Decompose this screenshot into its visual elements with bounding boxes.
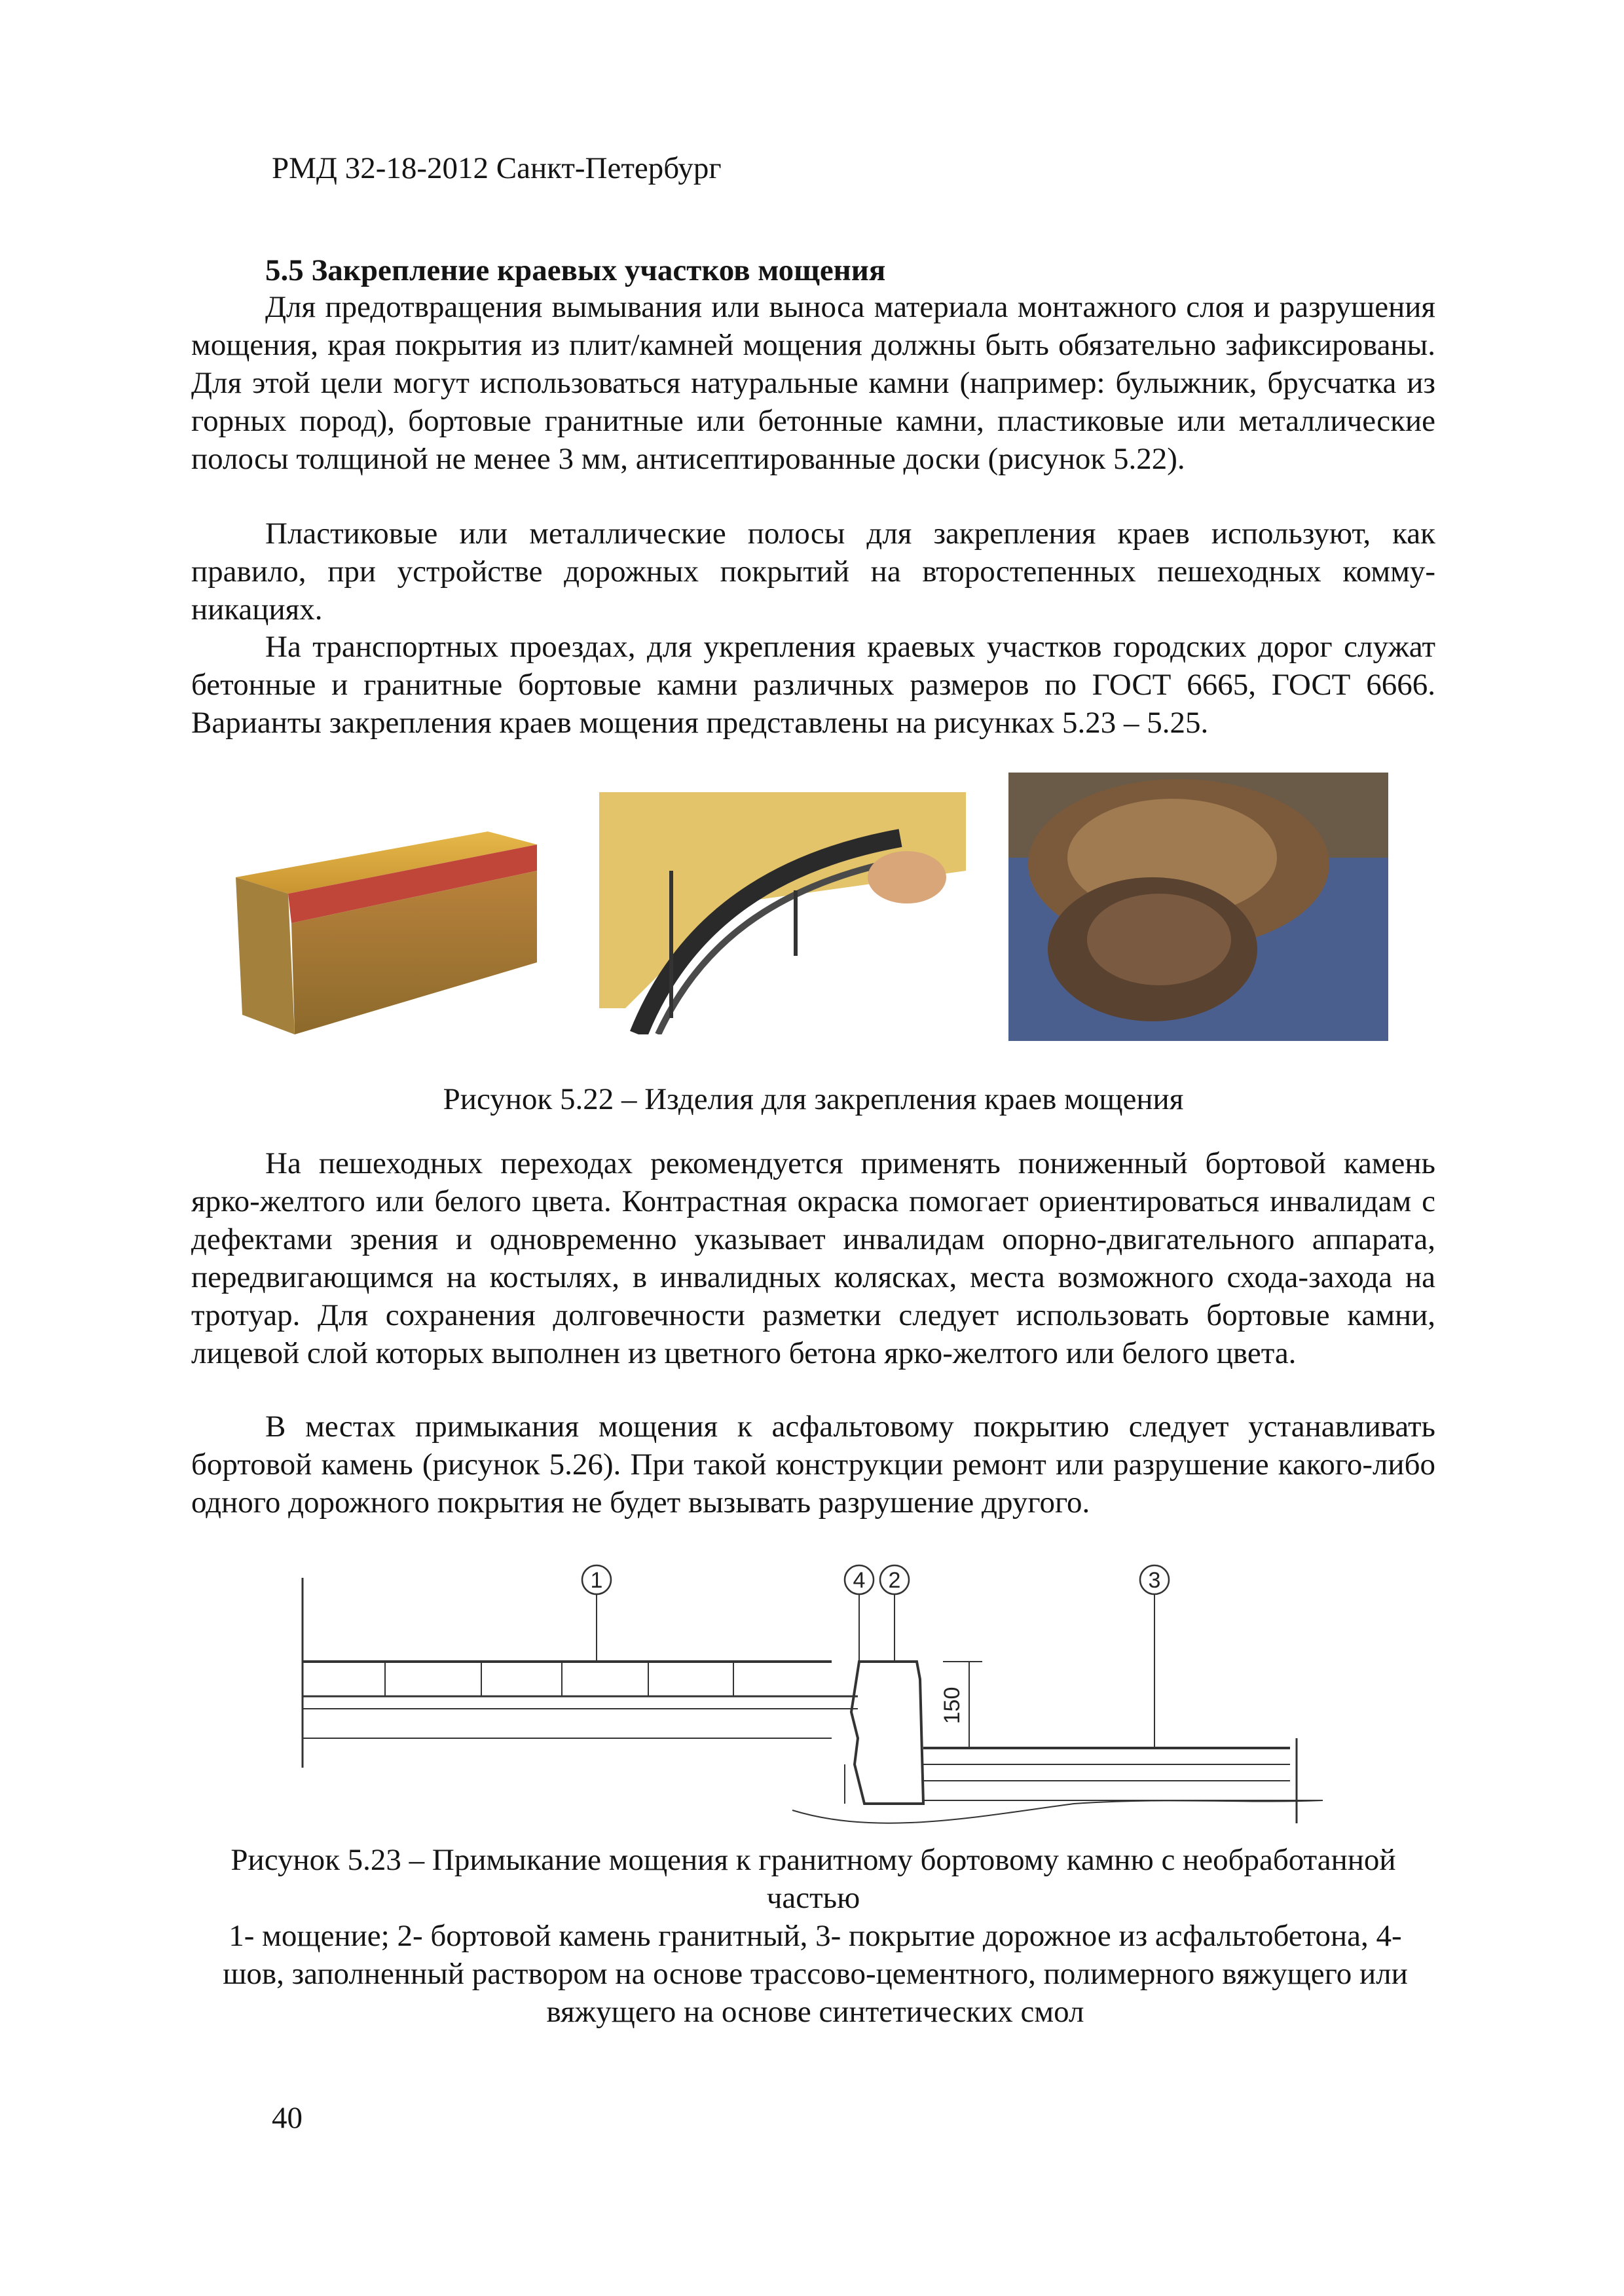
dimension-label: 150 — [940, 1686, 965, 1724]
paragraph-5: В местах примыкания мощения к асфальтовому покрытию следует устанавливать бортовой камень (рисунок 5.26). При такой конструкции ремонт или разрушение какого-либо одного дорожного покрытия не будет вызывать разрушение другого. — [191, 1410, 1435, 1520]
curb-stone-photo — [229, 825, 544, 1041]
document-header: РМД 32-18-2012 Санкт-Петербург — [272, 151, 722, 185]
edge-strip-photo — [599, 792, 966, 1034]
callout-4: 4 — [853, 1568, 866, 1593]
callout-1: 1 — [590, 1568, 603, 1593]
figure-5-22-caption: Рисунок 5.22 – Изделия для закрепления краев мощения — [443, 1082, 1184, 1116]
cobblestone-photo — [1008, 773, 1388, 1041]
section-title: 5.5 Закрепление краевых участков мощения — [265, 253, 886, 287]
paragraph-1: Для предотвращения вымывания или выноса материала монтажного слоя и разрушения мощения, края покрытия из плит/камней мощения должны быть обязательно зафиксированы. Для этой цели могут использоваться натуральные камни (например: булыжник, брусчатка из горных пород), бортовые гранитные или бетонные камни, пластиковые или металлические полосы толщиной не менее 3 мм, антисептированные доски (рисунок 5.22). — [191, 290, 1435, 476]
callout-3: 3 — [1148, 1568, 1161, 1593]
figure-5-23-caption: Рисунок 5.23 – Примыкание мощения к гранитному бортовому камню с необработанной частью — [231, 1843, 1396, 1915]
page-number: 40 — [272, 2101, 303, 2135]
figure-5-23-legend: 1- мощение; 2- бортовой камень гранитный, 3- покрытие дорожное из асфальтобетона, 4-шов, заполненный раствором на основе трассово-цементного, полимерного вяжущего или вяжущего на основе синтетических смол — [223, 1919, 1408, 2029]
paragraph-4: На пешеходных переходах рекомендуется применять пониженный бортовой камень ярко-желтого или белого цвета. Контрастная окраска помогает ориентироваться инвалидам с дефектами зрения и одновременно указывает инвалидам опорно-двигательного аппарата, передвигающимся на костылях, в инвалидных колясках, места возможного схода-захода на тротуар. Для сохранения долговечности разметки следует использовать бортовые камни, лицевой слой которых выполнен из цветного бетона ярко-желтого или белого цвета. — [191, 1146, 1435, 1370]
paragraph-2: Пластиковые или металлические полосы для закрепления краев используют, как правило, при устройстве дорожных покрытий на второстепенных пешеходных коммуникациях. — [191, 517, 1435, 627]
paragraph-3: На транспортных проездах, для укрепления краевых участков городских дорог служат бетонные и гранитные бортовые камни различных размеров по ГОСТ 6665, ГОСТ 6666. Варианты закрепления краев мощения представлены на рисунках 5.23 – 5.25. — [191, 630, 1435, 740]
callout-2: 2 — [888, 1568, 901, 1593]
curb-cross-section-diagram — [288, 1542, 1336, 1850]
